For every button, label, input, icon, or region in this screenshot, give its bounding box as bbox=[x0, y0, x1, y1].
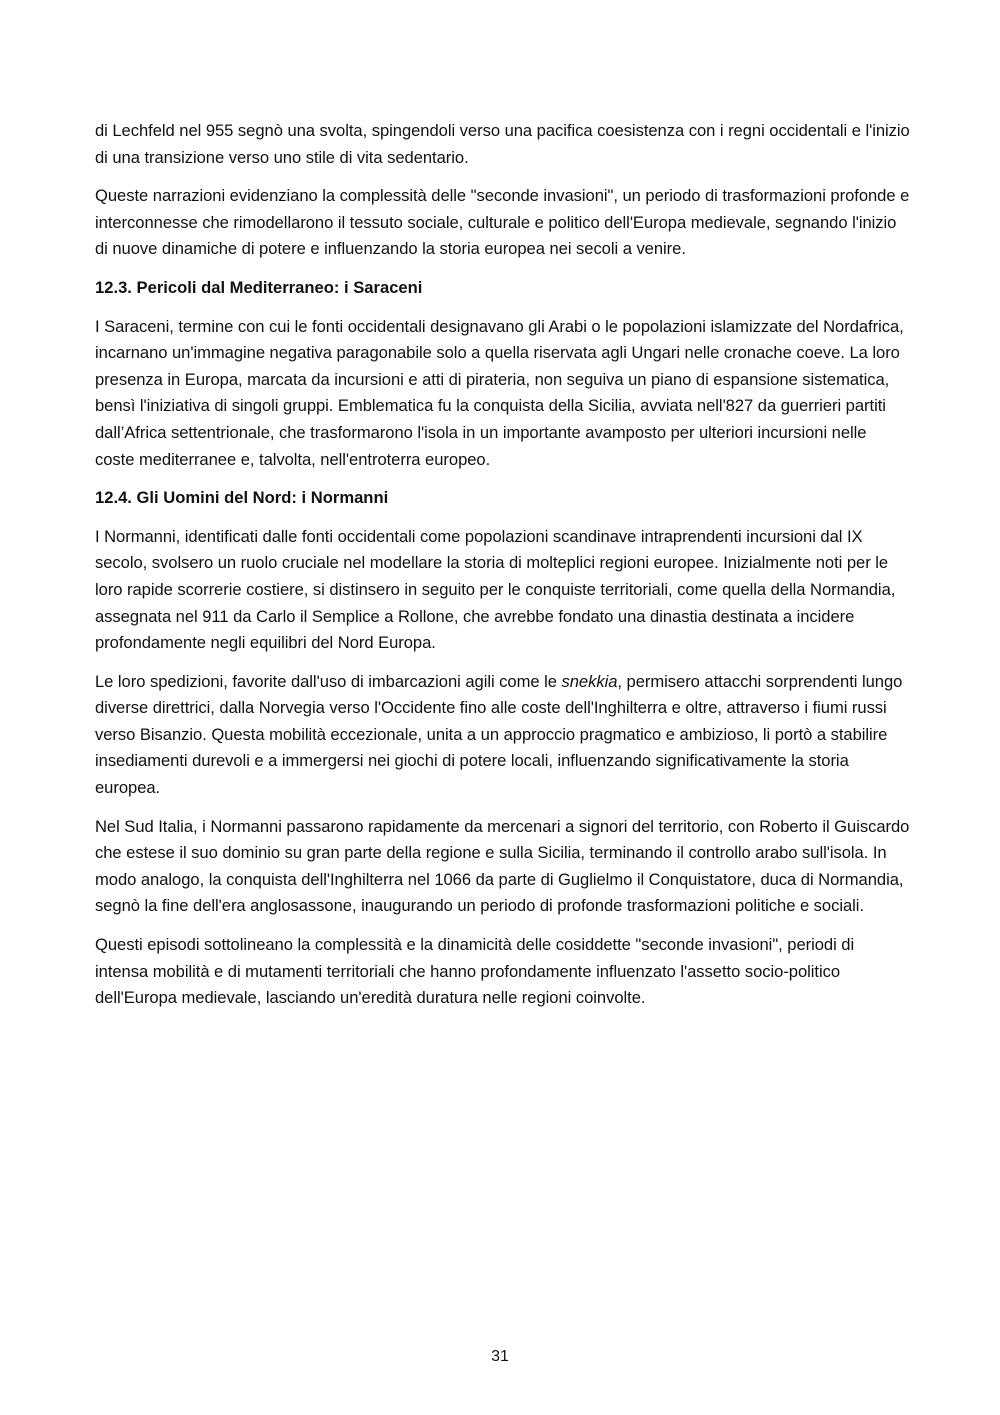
section-heading-normanni: 12.4. Gli Uomini del Nord: i Normanni bbox=[95, 488, 389, 508]
paragraph-normanni-sud-italia: Nel Sud Italia, i Normanni passarono rapidamente da mercenari a signori del territorio, con Roberto il Guiscardo che estese il suo dominio su gran parte della regione e sulla Sicilia, terminando il controllo arabo sull'isola. In modo analogo, la conquista dell'Inghilterra nel 1066 da parte di Guglielmo il Conquistatore, duca di Normandia, segnò la fine dell'era anglosassone, inaugurando un periodo di profonde trasformazioni politiche e sociali. bbox=[95, 816, 910, 916]
section-heading-saraceni: 12.3. Pericoli dal Mediterraneo: i Saraceni bbox=[95, 277, 423, 297]
page-number: 31 bbox=[491, 1348, 509, 1365]
paragraph-saraceni: I Saraceni, termine con cui le fonti occidentali designavano gli Arabi o le popolazioni islamizzate del Nordafrica, incarnano un'immagine negativa paragonabile solo a quella riservata agli Ungari nelle cronache coeve. La loro presenza in Europa, marcata da incursioni e atti di pirateria, non seguiva un piano di espansione sistematica, bensì l'iniziativa di singoli gruppi. Emblematica fu la conquista della Sicilia, avviata nell'827 da guerrieri partiti dall’Africa settentrionale, che trasformarono l'isola in un importante avamposto per ulteriori incursioni nelle coste mediterranee e, talvolta, nell'entroterra europeo. bbox=[95, 316, 904, 469]
paragraph-lechfeld: di Lechfeld nel 955 segnò una svolta, spingendoli verso una pacifica coesistenza con i regni occidentali e l'inizio di una transizione verso uno stile di vita sedentario. bbox=[95, 121, 910, 167]
italic-term-snekkia: snekkia bbox=[561, 671, 618, 691]
paragraph-normanni-spedizioni bbox=[95, 669, 910, 802]
paragraph-normanni-intro: I Normanni, identificati dalle fonti occidentali come popolazioni scandinave intraprendenti incursioni dal IX secolo, svolsero un ruolo cruciale nel modellare la storia di molteplici regioni europee. Inizialmente noti per le loro rapide scorrerie costiere, si distinsero in seguito per le conquiste territoriali, come quella della Normandia, assegnata nel 911 da Carlo il Semplice a Rollone, che avrebbe fondato una dinastia destinata a incidere profondamente negli equilibri del Nord Europa. bbox=[95, 526, 896, 653]
paragraph-conclusione: Questi episodi sottolineano la complessità e la dinamicità delle cosiddette "seconde invasioni", periodi di intensa mobilità e di mutamenti territoriali che hanno profondamente influenzato l'assetto socio-politico dell'Europa medievale, lasciando un'eredità duratura nelle regioni coinvolte. bbox=[95, 935, 855, 1008]
text-segment: , permisero attacchi sorprendenti lungo diverse direttrici, dalla Norvegia verso l'Occidente fino alle coste dell'Inghilterra e oltre, attraverso i fiumi russi verso Bisanzio. Questa mobilità eccezionale, unita a un approccio pragmatico e ambizioso, li portò a stabilire insediamenti durevoli e a immergersi nei giochi di potere locali, influenzando significativamente la storia europea. bbox=[95, 671, 903, 798]
text-segment: Le loro spedizioni, favorite dall'uso di imbarcazioni agili come le bbox=[95, 671, 562, 691]
page-content bbox=[95, 118, 910, 1024]
paragraph-seconde-invasioni: Queste narrazioni evidenziano la complessità delle "seconde invasioni", un periodo di trasformazioni profonde e interconnesse che rimodellarono il tessuto sociale, culturale e politico dell'Europa medievale, segnando l'inizio di nuove dinamiche di potere e influenzando la storia europea nei secoli a venire. bbox=[95, 186, 910, 259]
